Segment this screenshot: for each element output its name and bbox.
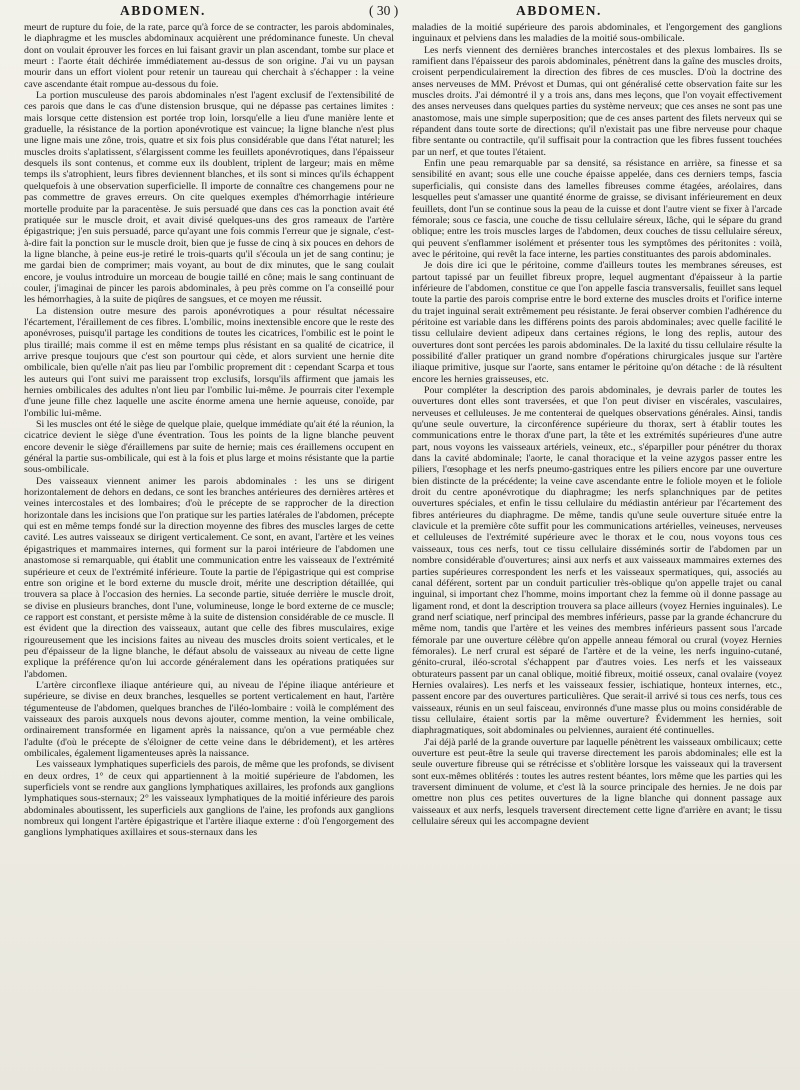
paragraph: Si les muscles ont été le siège de quelque plaie, quelque immédiate qu'ait été la réunion, la cicatrice devient le siège d'une éventration. Tous les points de la ligne blanche peuvent encore devenir le siège d'éraillemens par suite de hernie; mais ces éraillemens occupent en général la partie sus-ombilicale, qui est à la fois et plus large et moins résistante que la partie sous-ombilicale. [24, 419, 394, 476]
paragraph: Des vaisseaux viennent animer les parois abdominales : les uns se dirigent horizontalement de dehors en dedans, ce sont les branches antérieures des dernières artères et veines intercostales et des lombaires; d'où le précepte de se rapprocher de la direction horizontale dans les incisions que l'on pratique sur les parties latérales de l'abdomen, précepte qui est en même temps fondé sur la direction moyenne des fibres des muscles larges de cette cavité. Les autres vaisseaux se dirigent verticalement. Ce sont, en avant, l'artère et les veines épigastriques et mammaires internes, qui forment sur la paroi intérieure de l'abdomen une anastomose si remarquable, qui établit une communication entre les vaisseaux de l'extrémité supérieure et ceux de l'extrémité inférieure. Toute la partie de l'épigastrique qui est comprise entre son origine et le bord externe du muscle droit, mérite une description détaillée, qui trouvera sa place à l'occasion des hernies. La seconde partie, située derrière le muscle droit, se divise en plusieurs branches, dont l'une, volumineuse, longe le bord externe de ce muscle; ce rapport est constant, et persiste même à la suite de distension considérable de ce muscle. Il est évident que la direction des vaisseaux, autant que celle des fibres musculaires, exige rigoureusement que les incisions faites au niveau des muscles droits soient verticales, et le peu d'épaisseur de la ligne blanche, le défaut absolu de vaisseaux au niveau de cette ligne explique la préférence qu'on lui accorde généralement dans les opérations pratiquées sur l'abdomen. [24, 475, 394, 680]
right-column [412, 22, 782, 1084]
paragraph: Enfin une peau remarquable par sa densité, sa résistance en arrière, sa finesse et sa sensibilité en avant; sous elle une couche épaisse appelée, dans ces derniers temps, fascia superficialis, qui consiste dans des lamelles fibreuses comme étagées, aréolaires, dans lesquelles peut s'amasser une quantité énorme de graisse, se divisant inférieurement en deux feuillets, dont l'un se continue sous la peau de la cuisse et dont l'autre vient se fixer à l'arcade fémorale; sous ce fascia, une couche de tissu cellulaire séreux, lâche, qui le sépare du grand oblique; entre les trois muscles larges de l'abdomen, deux couches de tissu cellulaire séreux, qui peuvent s'enflammer isolément et présenter tous les symptômes des péritonites : voilà, avec le péritoine, qui revêt la face interne, les parties constituantes des parois abdominales. [412, 158, 782, 260]
paragraph: Les vaisseaux lymphatiques superficiels des parois, de même que les profonds, se divisent en deux ordres, 1° de ceux qui appartiennent à la moitié supérieure de l'abdomen, les superficiels vont se rendre aux ganglions lymphatiques axillaires, les profonds aux ganglions lymphatiques sous-sternaux; 2° les vaisseaux lymphatiques de la moitié inférieure des parois abdominales aboutissent, les superficiels aux ganglions de l'aine, les profonds aux ganglions nombreux qui longent l'artère épigastrique et l'artère iliaque externe : d'où l'engorgement des ganglions lymphatiques axillaires et sous-sternaux dans les [24, 759, 394, 839]
paragraph: J'ai déjà parlé de la grande ouverture par laquelle pénètrent les vaisseaux ombilicaux; cette ouverture est peut-être la seule qui traverse directement les parois abdominales; elle est la seule ouverture fibreuse qui se rétrécisse et s'oblitère lorsque les vaisseaux qui la traversent sont eux-mêmes oblitérés : toutes les autres restent béantes, lors même que les parties qui les traversent diminuent de volume, et c'est là la source principale des hernies. Je ne dois par omettre non plus ces petites ouvertures de la ligne blanche qui donnent passage aux vaisseaux et aux nerfs, lesquels traversent directement cette ligne d'arrière en avant; le tissu cellulaire séreux qui les accompagne devient [412, 736, 782, 828]
paragraph: meurt de rupture du foie, de la rate, parce qu'à force de se contracter, les parois abdominales, le diaphragme et les muscles abdominaux acquièrent une prédominance funeste. Un cheval dont on voulait éprouver les forces en lui faisant gravir un plan ascendant, tombe sur place et meurt : l'aorte était déchirée immédiatement au-dessus de son origine. J'ai vu un paysan mourir dans un effort violent pour retenir un taureau qui cherchait à s'échapper : la veine cave ascendante était rompue au-dessous du foie. [24, 22, 394, 90]
paragraph: Je dois dire ici que le péritoine, comme d'ailleurs toutes les membranes séreuses, est partout tapissé par un feuillet fibreux propre, lequel augmentant d'épaisseur à la partie inférieure de l'abdomen, constitue ce que l'on appelle fascia transversalis, feuillet sans lequel toute la partie des parois comprise entre le bord externe des muscles droits et l'orifice interne du trajet inguinal serait extrêmement peu résistante. Je ferai observer combien l'adhérence du péritoine est variable dans les différens points des parois abdominales; avec quelle facilité le tissu cellulaire devient adipeux dans certaines régions, le long des replis, autour des ouvertures dont sont percées les parois abdominales. De la laxité du tissu cellulaire résulte la possibilité d'aller pratiquer un grand nombre d'opérations chirurgicales jusque sur l'artère iliaque primitive, jusque sur l'aorte, sans entamer le péritoine qu'on détache : de là résultent encore les hernies graisseuses, etc. [412, 260, 782, 385]
running-header [24, 3, 776, 23]
right-running-title: ABDOMEN. [516, 3, 602, 18]
page-number: ( 30 ) [369, 3, 399, 18]
paragraph: La distension outre mesure des parois aponévrotiques a pour résultat nécessaire l'écartement, l'éraillement de ces fibres. L'ombilic, moins inextensible encore que le reste des aponévroses, puisqu'il partage les conditions de toutes les cicatrices, l'ombilic est le point le plus tiraillé; mais comme il est en même temps plus résistant en sa qualité de cicatrice, il arrive presque toujours que c'est son pourtour qui cède, et alors survient une hernie dite ombilicale, bien qu'elle n'ait pas lieu par l'ombilic proprement dit : cependant Scarpa et tous les auteurs qui l'ont suivi me paraissent trop exclusifs, lorsqu'ils affirment que jamais les hernies ombilicales des adultes n'ont lieu par l'ombilic lui-même. Je pourrais citer l'exemple d'une jeune fille chez laquelle une ascite énorme amena une hernie aqueuse, conoïde, par l'ombilic lui-même. [24, 305, 394, 419]
left-running-title: ABDOMEN. [120, 3, 206, 18]
paragraph: maladies de la moitié supérieure des parois abdominales, et l'engorgement des ganglions inguinaux et pelviens dans les maladies de la moitié sous-ombilicale. [412, 22, 782, 45]
text-columns [24, 22, 782, 1084]
paragraph: Les nerfs viennent des dernières branches intercostales et des plexus lombaires. Ils se ramifient dans l'épaisseur des parois abdominales, pénètrent dans la gaîne des muscles droits, croisent perpendiculairement la direction des fibres de ces muscles. D'où la doctrine des anses nerveuses de MM. Prévost et Dumas, qui ont généralisé cette observation faite sur les muscles droits. J'ai démontré il y a trois ans, dans mes leçons, que l'on voyait effectivement des anses nerveuses dans quelques parties du système nerveux; que ces anses ne sont pas une anastomose, mais une simple superposition; que de ces anses partent des filets nerveux qui se répandent dans toute sorte de directions; qu'il n'existait pas une fibre nerveuse pour chaque fibre sentante ou contractile, qu'il suffisait pour la contraction que les fibres fussent touchées par un nerf, et que toutes l'étaient. [412, 44, 782, 158]
paragraph: La portion musculeuse des parois abdominales n'est l'agent exclusif de l'extensibilité de ces parois que dans le cas d'une distension brusque, qui ne dépasse pas certaines limites : mais lorsque cette distension est portée trop loin, lorsqu'elle a lieu d'une manière lente et graduelle, la résistance de la portion aponévrotique est vaincue; la ligne blanche n'est plus une ligne mais une zône, trois, quatre et six fois plus considérable que dans l'état naturel; les muscles droits s'aplatissent, s'élargissent comme les feuillets aponévrotiques, dans l'épaisseur desquels ils sont contenus, et comme eux ils doublent, triplent de largeur; mais en même temps ils s'atrophient, leurs fibres deviennent blanches, et ils sont si minces qu'ils échappent quelquefois à une observation superficielle. Il importe de connaître ces changemens pour ne pas commettre de graves erreurs. On cite quelques exemples d'hémorrhagie intérieure mortelle produite par la paracentèse. Je suis persuadé que dans ces cas la ponction avait été pratiquée sur le muscle droit, et avait divisé quelques-uns des gros rameaux de l'artère épigastrique; j'en suis persuadé, parce qu'ayant une fois commis l'erreur que je signale, c'est-à-dire fait la ponction sur le muscle droit, bien que je fusse de cinq à six pouces en dehors de la ligne blanche, à peine eus-je retiré le trois-quarts qu'il s'écoula un jet de sang continu; je me gardai bien de comprimer; mais voyant, au bout de dix minutes, que le sang coulait encore, je voulus introduire un morceau de bougie taillé en cône; mais le sang continuant de couler, j'imaginai de pincer les parois abdominales, à peu près comme on l'a conseillé pour les hémorrhagies, à la suite de piqûres de sangsues, et ce moyen me réussit. [24, 90, 394, 306]
paragraph: L'artère circonflexe iliaque antérieure qui, au niveau de l'épine iliaque antérieure et supérieure, se divise en deux branches, lesquelles se portent verticalement en haut, l'artère tégumenteuse de l'abdomen, quelques branches de l'iléo-lombaire : voilà le complément des vaisseaux des parois auxquels nous devons ajouter, comme mention, la veine ombilicale, ordinairement transformée en ligament après la naissance, qu'on a vue perméable chez l'adulte (d'où le précepte de s'éloigner de cette veine dans le débridement), et les artères ombilicales, également ligamenteuses après la naissance. [24, 679, 394, 759]
paragraph: Pour compléter la description des parois abdominales, je devrais parler de toutes les ouvertures dont elles sont traversées, et que l'on peut diviser en viscérales, vasculaires, nerveuses et celluleuses. Je me contenterai de quelques observations générales. Ainsi, tandis qu'une seule ouverture, la circonférence supérieure du thorax, sert à établir toutes les communications entre le thorax d'une part, la tête et les extrémités supérieures d'une autre part, nous voyons les vaisseaux artériels, veineux, etc., s'éparpiller pour pénétrer du thorax dans la cavité abdominale; l'aorte, le canal thoracique et la veine azygos passer entre les piliers, l'œsophage et les nerfs pneumo-gastriques entre les piliers encore par une ouverture bien distincte de la précédente; la veine cave ascendante entre le foliole moyen et le foliole droit du centre aponévrotique du diaphragme; les nerfs splanchniques par de petites ouvertures spéciales, et enfin le tissu cellulaire du médiastin antérieur par l'écartement des fibres antérieures du diaphragme. De même, tandis qu'une seule ouverture située entre la clavicule et la première côte suffit pour les communications artérielles, veineuses, nerveuses et celluleuses de l'extrémité supérieure avec le thorax et le cou, nous voyons tous ces vaisseaux, tous ces nerfs, tout ce tissu cellulaire disséminés sortir de l'abdomen par un nombre considérable d'ouvertures; ainsi aux nerfs et aux vaisseaux mammaires externes des parties supérieures correspondent les nerfs et les vaisseaux spermatiques, qui, associés au canal déférent, sortent par un conduit particulier très-oblique qu'on appelle trajet ou canal inguinal, si important chez l'homme, moins important chez la femme où il donne passage au ligament rond, et dont la description trouvera sa place ailleurs (voyez Hernies inguinales). Le grand nerf sciatique, nerf principal des membres inférieurs, passe par la grande échancrure du même nom, tandis que l'artère et les veines des membres inférieurs passent sous l'arcade fémorale par une ouverture célèbre qu'on appelle anneau fémoral ou crural (voyez Hernies fémorales). Le nerf crural est séparé de l'artère et de la veine, les nerfs inguino-cutané, génito-crural, iléo-scrotal s'échappent par d'autres voies. Les nerfs et les vaisseaux obturateurs passent par un canal oblique, moitié fibreux, moitié osseux, canal ovalaire (voyez Hernies ovalaires). Les nerfs et les vaisseaux fessier, ischiatique, honteux internes, etc., passent encore par des ouvertures particulières. Que serait-il arrivé si tous ces nerfs, tous ces vaisseaux, réunis en un seul faisceau, environnés d'une masse plus ou moins considérable de tissu cellulaire, étaient sortis par la même ouverture? Évidemment les hernies, soit diaphragmatiques, soit abdominales ou pelviennes, auraient été continuelles. [412, 385, 782, 737]
left-column [24, 22, 394, 1084]
